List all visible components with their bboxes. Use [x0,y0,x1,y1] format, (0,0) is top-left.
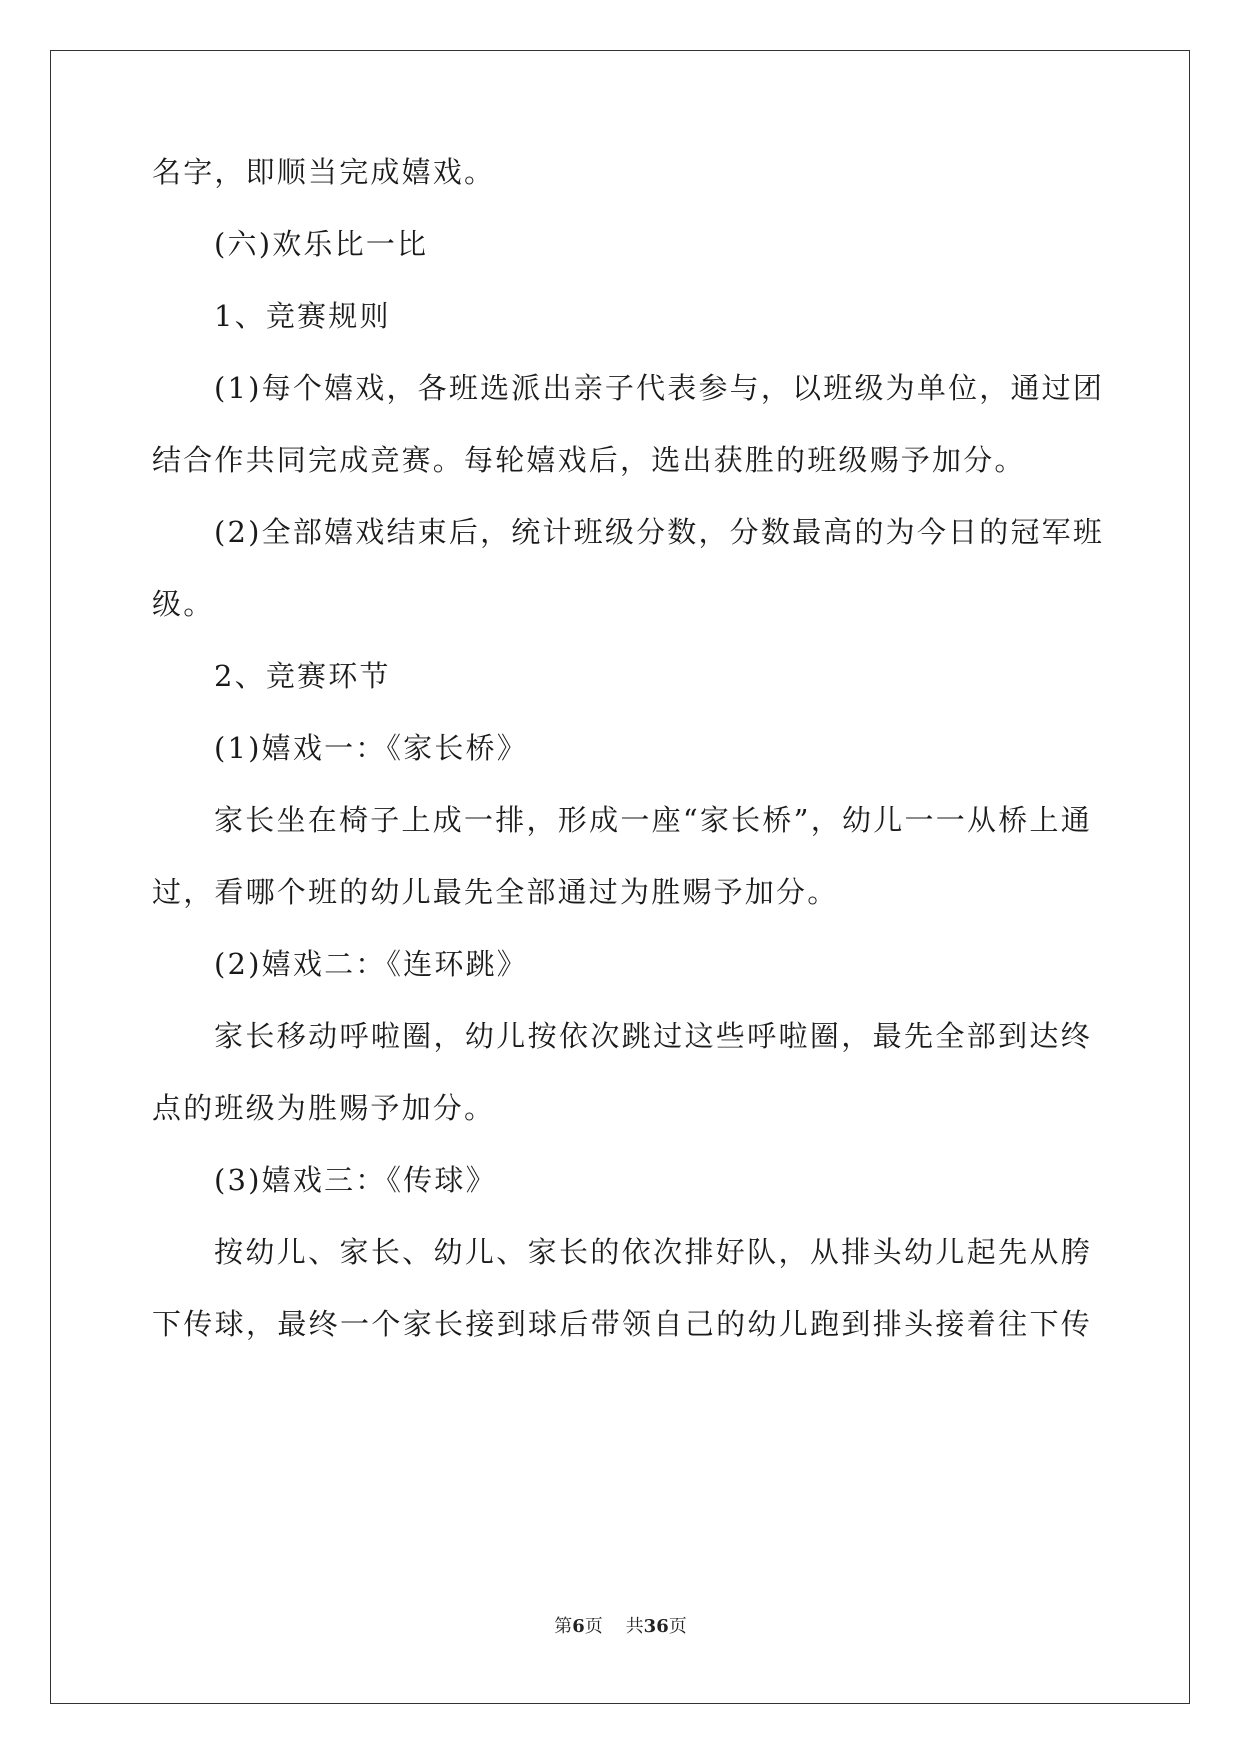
paragraph-line: 家长坐在椅子上成一排，形成一座“家长桥”，幼儿一一从桥上通 [214,803,1092,837]
paragraph-line: 级。 [152,587,215,621]
footer-page-prefix: 第 [554,1616,573,1637]
paragraph-line: (1)每个嬉戏，各班选派出亲子代表参与，以班级为单位，通过团 [214,371,1105,405]
subsection-heading: 2、竞赛环节 [214,659,391,693]
section-heading: (六)欢乐比一比 [214,227,429,261]
paragraph-line: 名字，即顺当完成嬉戏。 [152,155,496,189]
game-heading: (2)嬉戏二：《连环跳》 [214,947,528,981]
footer-total-prefix: 共 [625,1616,644,1637]
paragraph-line: 结合作共同完成竞赛。每轮嬉戏后，选出获胜的班级赐予加分。 [152,443,1026,477]
footer-total-pages: 36 [643,1616,669,1637]
paragraph-line: 家长移动呼啦圈，幼儿按依次跳过这些呼啦圈，最先全部到达终 [214,1019,1092,1053]
game-heading: (3)嬉戏三：《传球》 [214,1163,497,1197]
page-footer [0,1615,1241,1639]
paragraph-line: 按幼儿、家长、幼儿、家长的依次排好队，从排头幼儿起先从胯 [214,1235,1092,1269]
footer-page-suffix: 页 [584,1616,603,1637]
game-heading: (1)嬉戏一：《家长桥》 [214,731,528,765]
footer-page-number: 6 [572,1616,585,1637]
paragraph-line: 下传球，最终一个家长接到球后带领自己的幼儿跑到排头接着往下传 [152,1307,1092,1341]
paragraph-line: 点的班级为胜赐予加分。 [152,1091,496,1125]
paragraph-line: (2)全部嬉戏结束后，统计班级分数，分数最高的为今日的冠军班 [214,515,1105,549]
footer-total-suffix: 页 [668,1616,687,1637]
subsection-heading: 1、竞赛规则 [214,299,391,333]
paragraph-line: 过，看哪个班的幼儿最先全部通过为胜赐予加分。 [152,875,839,909]
